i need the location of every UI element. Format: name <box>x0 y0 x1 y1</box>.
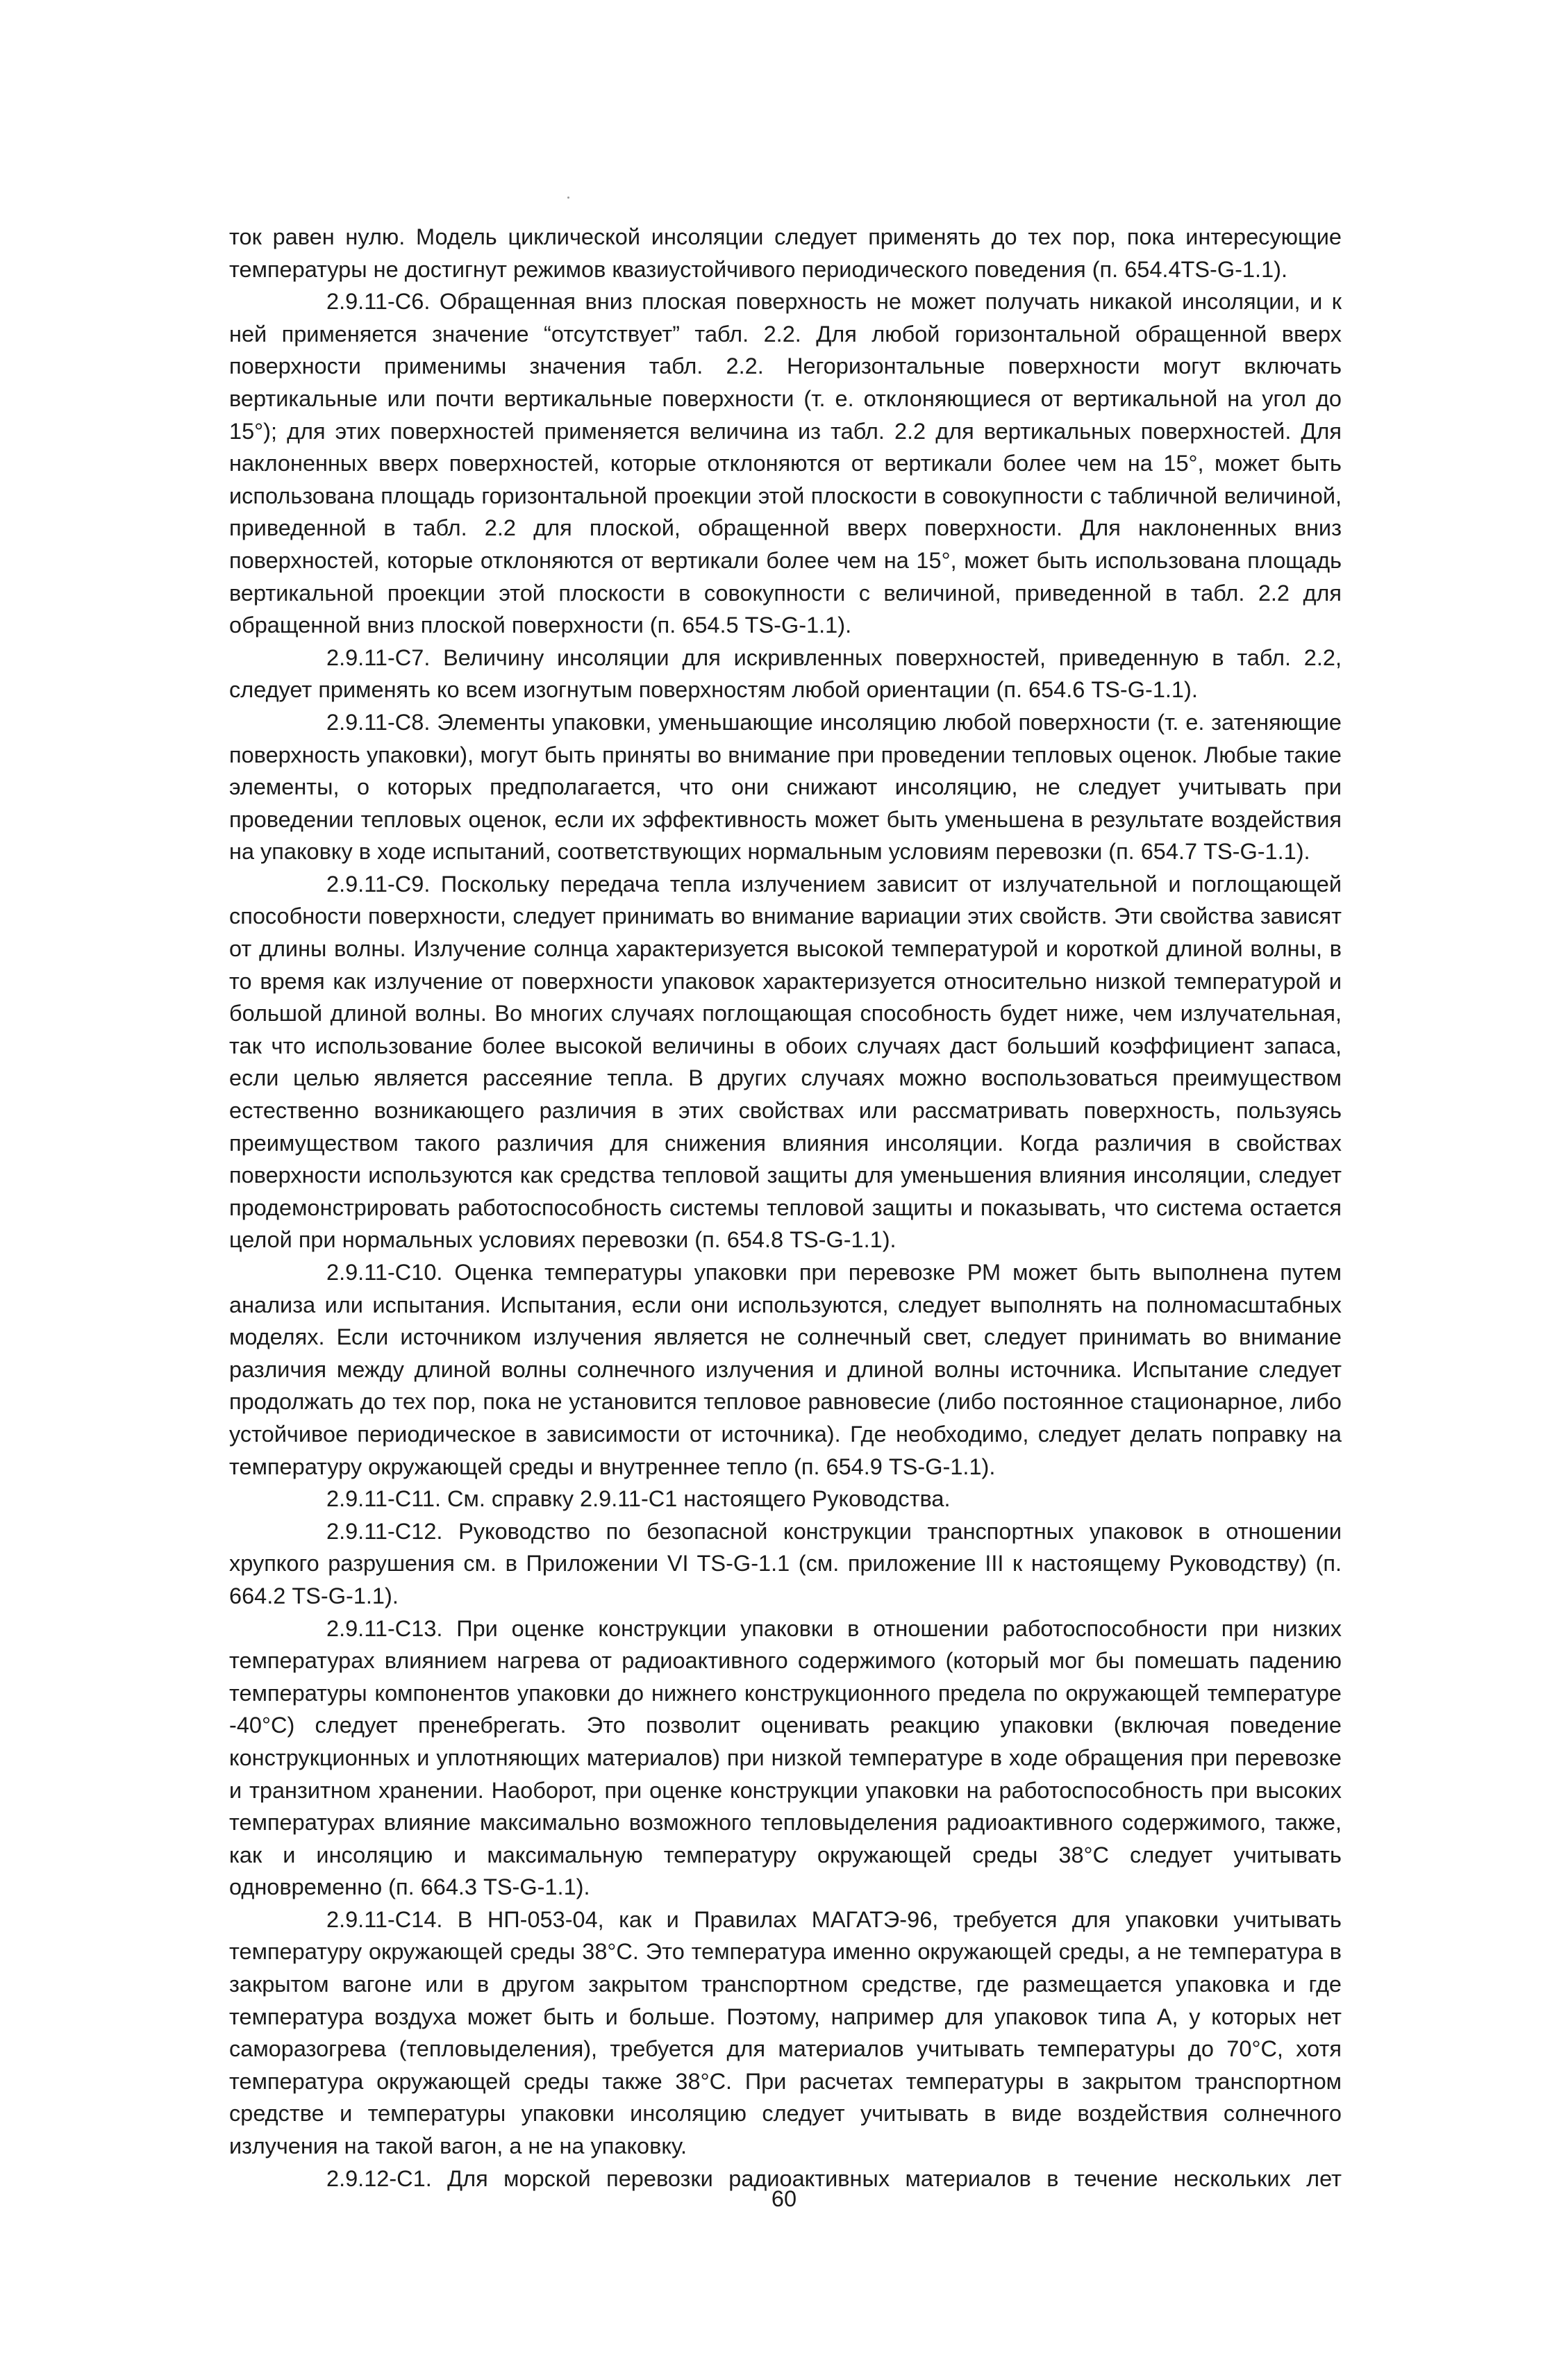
paragraph-2-9-11-c9: 2.9.11-С9. Поскольку передача тепла излучением зависит от излучательной и поглощающей способности поверхности, следует принимать во внимание вариации этих свойств. Эти свойства зависят от длины волны. Излучение солнца характеризуется высокой температурой и короткой длиной волны, в то время как излучение от поверхности упаковок характеризуется относительно низкой температурой и большой длиной волны. Во многих случаях поглощающая способность будет ниже, чем излучательная, так что использование более высокой величины в обоих случаях даст больший коэффициент запаса, если целью является рассеяние тепла. В других случаях можно воспользоваться преимуществом естественно возникающего различия в этих свойствах или рассматривать поверхность, пользуясь преимуществом такого различия для снижения влияния инсоляции. Когда различия в свойствах поверхности используются как средства тепловой защиты для уменьшения влияния инсоляции, следует продемонстрировать работоспособность системы тепловой защиты и показывать, что система остается целой при нормальных условиях перевозки (п. 654.8 TS-G-1.1). <box>229 871 1342 1253</box>
paragraph-2-9-12-c1: 2.9.12-С1. Для морской перевозки радиоактивных материалов в течение нескольких лет <box>326 2165 1342 2191</box>
paragraph-2-9-11-c12: 2.9.11-С12. Руководство по безопасной конструкции транспортных упаковок в отношении хрупкого разрушения см. в Приложении VI TS-G-1.1 (см. приложение III к настоящему Руководству) (п. 664.2 TS-G-1.1). <box>229 1518 1342 1608</box>
scan-speck <box>567 197 569 199</box>
page-number: 60 <box>771 2186 797 2211</box>
paragraph-continuation: ток равен нулю. Модель циклической инсоляции следует применять до тех пор, пока интересующие температуры не достигнут режимов квазиустойчивого периодического поведения (п. 654.4TS-G-1.1). <box>229 224 1342 282</box>
paragraph-2-9-11-c11: 2.9.11-С11. См. справку 2.9.11-С1 настоящего Руководства. <box>326 1486 951 1512</box>
paragraph-2-9-11-c7: 2.9.11-С7. Величину инсоляции для искривленных поверхностей, приведенную в табл. 2.2, следует применять ко всем изогнутым поверхностям любой ориентации (п. 654.6 TS-G-1.1). <box>229 644 1342 703</box>
body-text <box>229 221 1342 2195</box>
paragraph-2-9-11-c8: 2.9.11-С8. Элементы упаковки, уменьшающие инсоляцию любой поверхности (т. е. затеняющие поверхность упаковки), могут быть приняты во внимание при проведении тепловых оценок. Любые такие элементы, о которых предполагается, что они снижают инсоляцию, не следует учитывать при проведении тепловых оценок, если их эффективность может быть уменьшена в результате воздействия на упаковку в ходе испытаний, соответствующих нормальным условиям перевозки (п. 654.7 TS-G-1.1). <box>229 709 1342 865</box>
paragraph-2-9-11-c14: 2.9.11-С14. В НП-053-04, как и Правилах МАГАТЭ-96, требуется для упаковки учитывать температуру окружающей среды 38°С. Это температура именно окружающей среды, а не температура в закрытом вагоне или в другом закрытом транспортном средстве, где размещается упаковка и где температура воздуха может быть и больше. Поэтому, например для упаковок типа А, у которых нет саморазогрева (тепловыделения), требуется для материалов учитывать температуры до 70°С, хотя температура окружающей среды также 38°С. При расчетах температуры в закрытом транспортном средстве и температуры упаковки инсоляцию следует учитывать в виде воздействия солнечного излучения на такой вагон, а не на упаковку. <box>229 1906 1342 2159</box>
paragraph-2-9-11-c6: 2.9.11-С6. Обращенная вниз плоская поверхность не может получать никакой инсоляции, и к ней применяется значение “отсутствует” табл. 2.2. Для любой горизонтальной обращенной вверх поверхности применимы значения табл. 2.2. Негоризонтальные поверхности могут включать вертикальные или почти вертикальные поверхности (т. е. отклоняющиеся от вертикальной на угол до 15°); для этих поверхностей применяется величина из табл. 2.2 для вертикальных поверхностей. Для наклоненных вверх поверхностей, которые отклоняются от вертикали более чем на 15°, может быть использована площадь горизонтальной проекции этой плоскости в совокупности с табличной величиной, приведенной в табл. 2.2 для плоской, обращенной вверх поверхности. Для наклоненных вниз поверхностей, которые отклоняются от вертикали более чем на 15°, может быть использована площадь вертикальной проекции этой плоскости в совокупности с величиной, приведенной в табл. 2.2 для обращенной вниз плоской поверхности (п. 654.5 TS-G-1.1). <box>229 289 1342 638</box>
paragraph-2-9-11-c10: 2.9.11-С10. Оценка температуры упаковки при перевозке РМ может быть выполнена путем анализа или испытания. Испытания, если они используются, следует выполнять на полномасштабных моделях. Если источником излучения является не солнечный свет, следует принимать во внимание различия между длиной волны солнечного излучения и длиной волны источника. Испытание следует продолжать до тех пор, пока не установится тепловое равновесие (либо постоянное стационарное, либо устойчивое периодическое в зависимости от источника). Где необходимо, следует делать поправку на температуру окружающей среды и внутреннее тепло (п. 654.9 TS-G-1.1). <box>229 1260 1342 1479</box>
paragraph-2-9-11-c13: 2.9.11-С13. При оценке конструкции упаковки в отношении работоспособности при низких температурах влиянием нагрева от радиоактивного содержимого (который мог бы помешать падению температуры компонентов упаковки до нижнего конструкционного предела по окружающей температуре -40°С) следует пренебрегать. Это позволит оценивать реакцию упаковки (включая поведение конструкционных и уплотняющих материалов) при низкой температуре в ходе обращения при перевозке и транзитном хранении. Наоборот, при оценке конструкции упаковки на работоспособность при высоких температурах влияние максимально возможного тепловыделения радиоактивного содержимого, также, как и инсоляцию и максимальную температуру окружающей среды 38°С следует учитывать одновременно (п. 664.3 TS-G-1.1). <box>229 1615 1342 1900</box>
